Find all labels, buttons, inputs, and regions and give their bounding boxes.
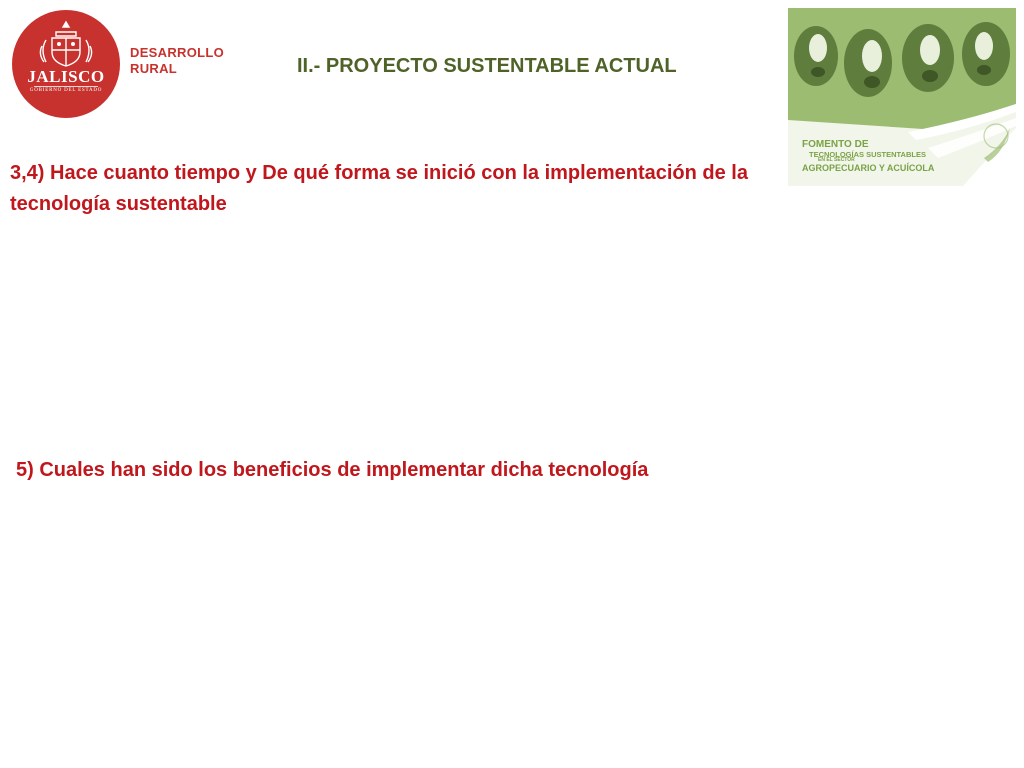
logo-divider — [34, 86, 98, 87]
department-name — [130, 45, 224, 77]
department-name-line1: DESARROLLO — [130, 45, 224, 60]
logo-subtitle: GOBIERNO DEL ESTADO — [29, 88, 103, 93]
section-title: II.- PROYECTO SUSTENTABLE ACTUAL — [297, 55, 677, 77]
program-banner — [788, 8, 1016, 186]
coat-of-arms-icon — [12, 10, 120, 118]
jalisco-logo — [12, 10, 242, 120]
banner-line-1: FOMENTO DE — [802, 139, 869, 150]
program-banner-text — [802, 140, 934, 173]
banner-line-2: TECNOLOGÍAS SUSTENTABLES — [809, 149, 926, 159]
question-3-4: 3,4) Hace cuanto tiempo y De qué forma se inició con la implementación de la tecnología sustentable — [10, 162, 748, 215]
logo-wordmark: JALISCO — [27, 67, 105, 86]
department-name-line2: RURAL — [130, 61, 177, 76]
question-5: 5) Cuales han sido los beneficios de implementar dicha tecnología — [16, 459, 649, 481]
banner-line-4: AGROPECUARIO Y ACUÍCOLA — [802, 162, 935, 173]
logo-seal — [12, 10, 120, 118]
banner-line-3: EN EL SECTOR — [818, 157, 855, 164]
